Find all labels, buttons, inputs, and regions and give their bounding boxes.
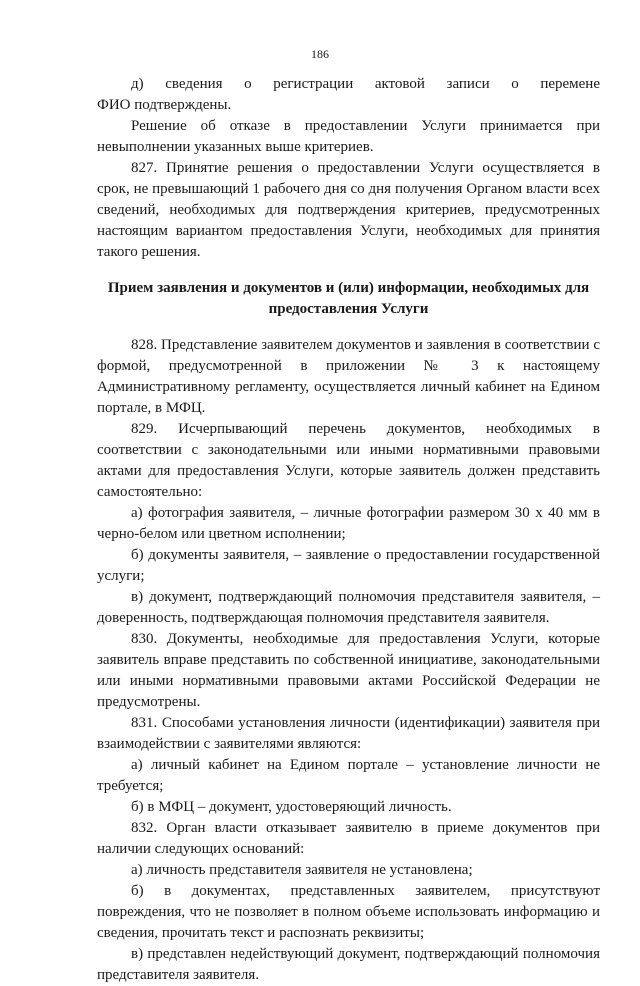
paragraph-831-a: а) личный кабинет на Едином портале – установление личности не требуется; — [97, 757, 600, 794]
paragraph-830: 830. Документы, необходимые для предоставления Услуги, которые заявитель вправе представить по собственной инициативе, законодательными или иными нормативными правовыми актами Российской Федерации не предусмотрены. — [97, 631, 600, 710]
section-heading: Прием заявления и документов и (или) информации, необходимых для предоставления Услуги — [107, 280, 590, 317]
paragraph-827: 827. Принятие решения о предоставлении Услуги осуществляется в срок, не превышающий 1 рабочего дня со дня получения Органом власти всех сведений, необходимых для подтверждения критериев, предусмотренных настоящим вариантом предоставления Услуги, необходимых для принятия такого решения. — [97, 160, 600, 260]
paragraph-829: 829. Исчерпывающий перечень документов, необходимых в соответствии с законодательными или иными нормативными правовыми актами для предоставления Услуги, которые заявитель должен представить самостоятельно: — [97, 421, 600, 500]
paragraph-refusal-decision: Решение об отказе в предоставлении Услуги принимается при невыполнении указанных выше критериев. — [97, 118, 600, 155]
page-number: 186 — [311, 47, 329, 61]
paragraph-832-c: в) представлен недействующий документ, подтверждающий полномочия представителя заявителя. — [97, 946, 600, 983]
paragraph-832-a: а) личность представителя заявителя не установлена; — [131, 862, 473, 878]
paragraph-829-b: б) документы заявителя, – заявление о предоставлении государственной услуги; — [97, 547, 600, 584]
paragraph-registration-record-line-1: д) сведения о регистрации актовой записи о перемене — [131, 76, 600, 92]
paragraph-832: 832. Орган власти отказывает заявителю в приеме документов при наличии следующих оснований: — [97, 820, 600, 857]
paragraph-829-a: а) фотография заявителя, – личные фотографии размером 30 х 40 мм в черно-белом или цветном исполнении; — [97, 505, 600, 542]
paragraph-831: 831. Способами установления личности (идентификации) заявителя при взаимодействии с заявителями являются: — [97, 715, 600, 752]
paragraph-829-c: в) документ, подтверждающий полномочия представителя заявителя, – доверенность, подтверждающая полномочия представителя заявителя. — [97, 589, 600, 626]
paragraph-828: 828. Представление заявителем документов и заявления в соответствии с формой, предусмотренной в приложении № 3 к настоящему Административному регламенту, осуществляется личный кабинет на Едином портале, в МФЦ. — [97, 337, 600, 416]
paragraph-registration-record — [97, 74, 600, 116]
paragraph-832-b: б) в документах, представленных заявителем, присутствуют повреждения, что не позволяет в полном объеме использовать информацию и сведения, прочитать текст и распознать реквизиты; — [97, 883, 600, 941]
paragraph-registration-record-line-2: ФИО подтверждены. — [97, 97, 232, 113]
document-body — [97, 74, 600, 986]
paragraph-831-b: б) в МФЦ – документ, удостоверяющий личность. — [131, 799, 452, 815]
